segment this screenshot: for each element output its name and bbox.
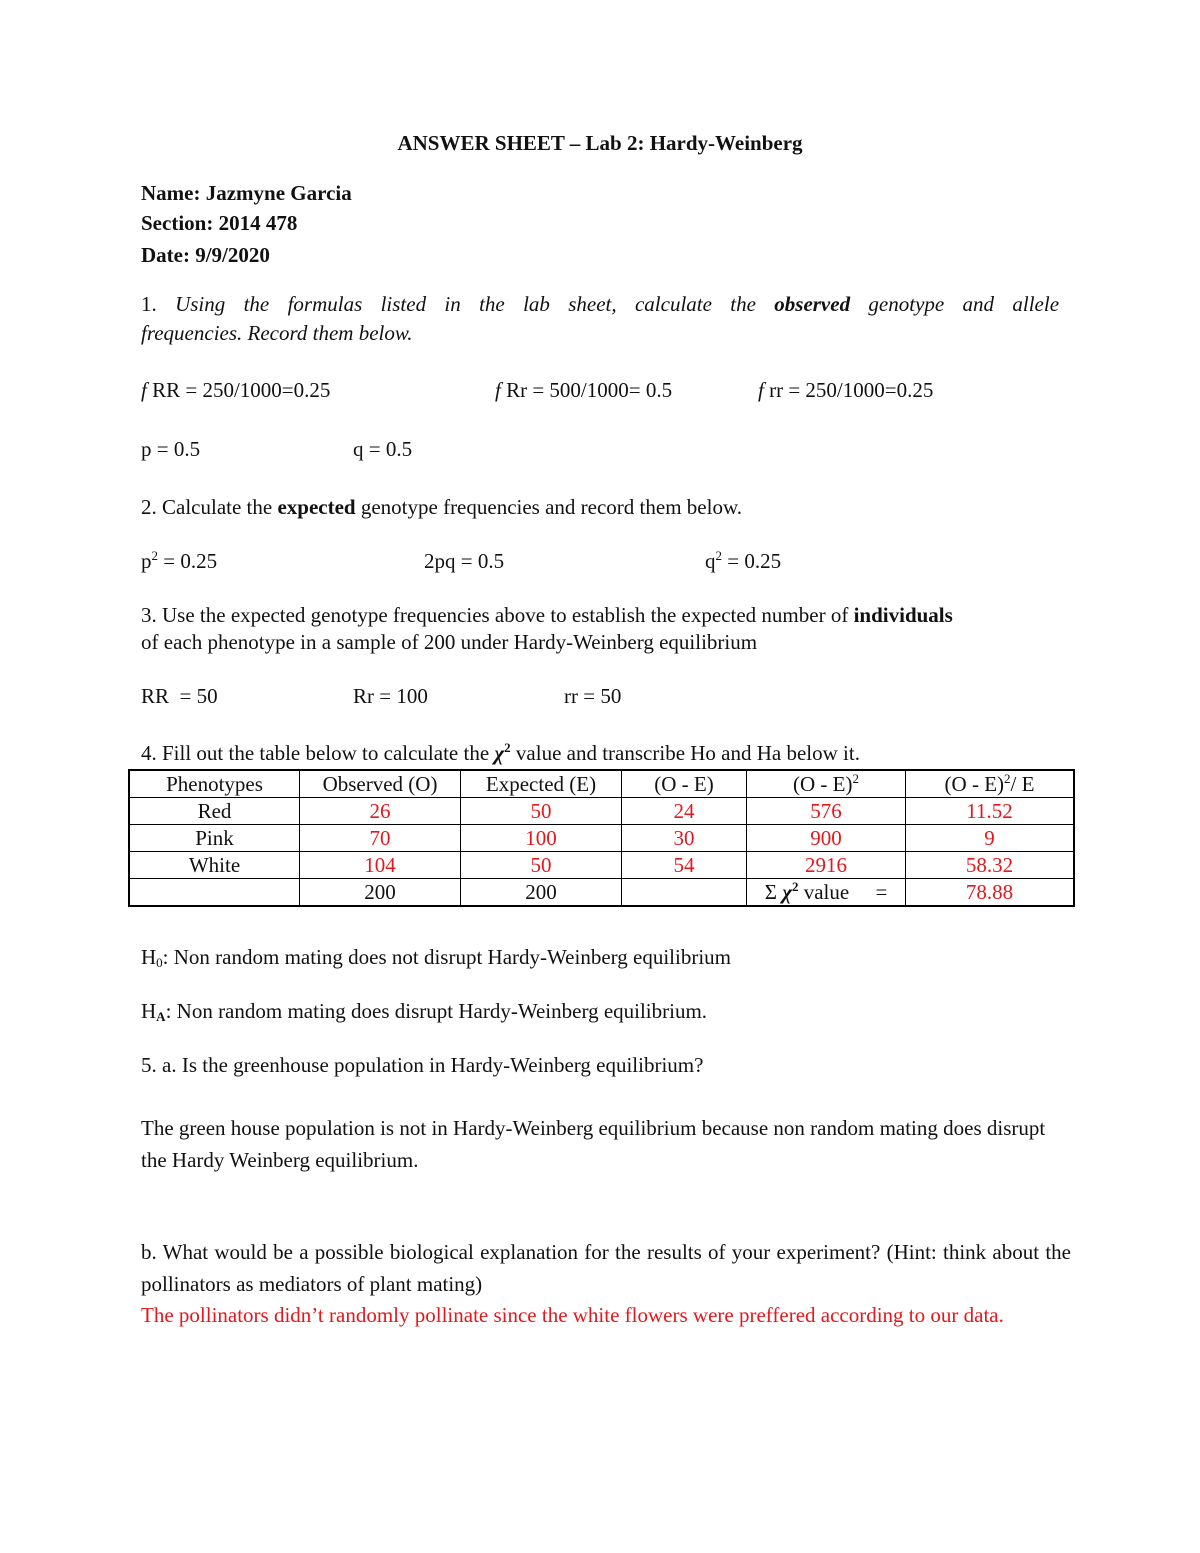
q-squared-value: = 0.25 <box>727 549 782 573</box>
table-row <box>129 825 1074 852</box>
superscript: 2 <box>504 740 511 755</box>
chi-square-table <box>128 769 1075 907</box>
expected-Rr: Rr = 100 <box>353 684 428 708</box>
q-squared <box>705 549 781 574</box>
empty-cell <box>622 879 747 907</box>
header-phenotypes: Phenotypes <box>129 770 300 798</box>
f-RR-value: RR = 250/1000=0.25 <box>152 378 331 402</box>
table-total-row <box>129 879 1074 907</box>
chi-component-cell: 58.32 <box>906 852 1075 879</box>
q3-text-a: 3. Use the expected genotype frequencies above to establish the expected number of <box>141 603 849 627</box>
f-symbol: f <box>141 378 147 402</box>
q4-text-a: 4. Fill out the table below to calculate the <box>141 741 490 765</box>
f-symbol: f <box>495 378 501 402</box>
diff-cell: 24 <box>622 798 747 825</box>
ha-label: H <box>141 999 157 1023</box>
sigma-symbol: Σ <box>764 880 777 904</box>
f-rr-value: rr = 250/1000=0.25 <box>769 378 934 402</box>
q3-prompt-line1 <box>141 603 953 628</box>
h0-label: H <box>141 945 157 969</box>
expected-cell: 50 <box>461 852 622 879</box>
q3-text-bold: individuals <box>853 603 953 627</box>
expected-cell: 50 <box>461 798 622 825</box>
table-row <box>129 798 1074 825</box>
alternative-hypothesis <box>141 999 707 1024</box>
observed-cell: 70 <box>300 825 461 852</box>
header-expected: Expected (E) <box>461 770 622 798</box>
f-Rr-value: Rr = 500/1000= 0.5 <box>506 378 673 402</box>
chi-total-cell: 78.88 <box>906 879 1075 907</box>
header-diff: (O - E) <box>622 770 747 798</box>
q5a-prompt: 5. a. Is the greenhouse population in Hardy-Weinberg equilibrium? <box>141 1053 704 1077</box>
q1-number: 1. <box>141 292 157 316</box>
student-name: Name: Jazmyne Garcia <box>141 181 352 205</box>
q5b-prompt: b. What would be a possible biological explanation for the results of your experiment? (Hint: think about the pollinators as mediators of plant mating) <box>141 1240 1071 1296</box>
superscript: 2 <box>151 548 158 563</box>
expected-rr: rr = 50 <box>564 684 622 708</box>
q5b-answer: The pollinators didn’t randomly pollinate since the white flowers were preffered according to our data. <box>141 1303 1004 1327</box>
header-diff-squared-text: (O - E) <box>793 772 853 796</box>
observed-cell: 26 <box>300 798 461 825</box>
phenotype-cell: White <box>129 852 300 879</box>
header-diff-squared <box>747 770 906 798</box>
chi-component-cell: 9 <box>906 825 1075 852</box>
superscript: 2 <box>715 548 722 563</box>
chi-value-label: value <box>803 880 850 904</box>
q1-text-b: genotype and allele <box>868 292 1060 316</box>
ha-subscript: A <box>156 1009 166 1024</box>
superscript: 2 <box>852 771 859 786</box>
q2-text-b: genotype frequencies and record them below. <box>360 495 742 519</box>
q2-prompt <box>141 495 742 520</box>
two-pq: 2pq = 0.5 <box>424 549 505 573</box>
p-base: p <box>141 549 152 573</box>
h0-subscript: 0 <box>156 955 163 970</box>
total-expected-cell: 200 <box>461 879 622 907</box>
f-Rr <box>495 378 672 403</box>
f-rr <box>758 378 933 403</box>
q-base: q <box>705 549 716 573</box>
q1-prompt-line2: frequencies. Record them below. <box>141 321 413 345</box>
expected-RR: RR = 50 <box>141 684 218 708</box>
header-observed: Observed (O) <box>300 770 461 798</box>
p-squared-value: = 0.25 <box>163 549 218 573</box>
chi-sum-label-cell <box>747 879 906 907</box>
phenotype-cell: Red <box>129 798 300 825</box>
q4-text-b: value and transcribe Ho and Ha below it. <box>515 741 860 765</box>
diff-squared-cell: 900 <box>747 825 906 852</box>
chi-symbol: χ <box>782 880 792 904</box>
p-squared <box>141 549 217 574</box>
chi-symbol: χ <box>494 741 505 765</box>
q1-text-bold: observed <box>774 292 851 316</box>
superscript: 2 <box>791 879 799 894</box>
superscript: 2 <box>1004 771 1011 786</box>
q-value: q = 0.5 <box>353 437 413 461</box>
section-number: Section: 2014 478 <box>141 211 298 235</box>
table-row <box>129 852 1074 879</box>
q4-prompt <box>141 741 860 766</box>
diff-cell: 54 <box>622 852 747 879</box>
q2-text-bold: expected <box>277 495 356 519</box>
diff-cell: 30 <box>622 825 747 852</box>
header-chi-suffix: / E <box>1010 772 1035 796</box>
chi-component-cell: 11.52 <box>906 798 1075 825</box>
f-symbol: f <box>758 378 764 402</box>
empty-cell <box>129 879 300 907</box>
h0-text: : Non random mating does not disrupt Hardy-Weinberg equilibrium <box>162 945 731 969</box>
q3-prompt-line2: of each phenotype in a sample of 200 under Hardy-Weinberg equilibrium <box>141 630 758 654</box>
header-chi-component <box>906 770 1075 798</box>
p-value: p = 0.5 <box>141 437 201 461</box>
q1-prompt-line1 <box>141 292 1059 317</box>
phenotype-cell: Pink <box>129 825 300 852</box>
diff-squared-cell: 2916 <box>747 852 906 879</box>
ha-text: : Non random mating does disrupt Hardy-Weinberg equilibrium. <box>165 999 708 1023</box>
q2-text-a: 2. Calculate the <box>141 495 273 519</box>
header-chi-text: (O - E) <box>944 772 1005 796</box>
q5a-answer: The green house population is not in Hardy-Weinberg equilibrium because non random mating does disrupt the Hardy Weinberg equilibrium. <box>141 1116 1046 1172</box>
f-RR <box>141 378 330 403</box>
equals-sign: = <box>875 880 888 904</box>
table-header-row <box>129 770 1074 798</box>
diff-squared-cell: 576 <box>747 798 906 825</box>
null-hypothesis <box>141 945 731 970</box>
expected-cell: 100 <box>461 825 622 852</box>
q1-text-a: Using the formulas listed in the lab sheet, calculate the <box>175 292 756 316</box>
date: Date: 9/9/2020 <box>141 243 270 267</box>
observed-cell: 104 <box>300 852 461 879</box>
page-title: ANSWER SHEET – Lab 2: Hardy-Weinberg <box>397 131 803 155</box>
total-observed-cell: 200 <box>300 879 461 907</box>
